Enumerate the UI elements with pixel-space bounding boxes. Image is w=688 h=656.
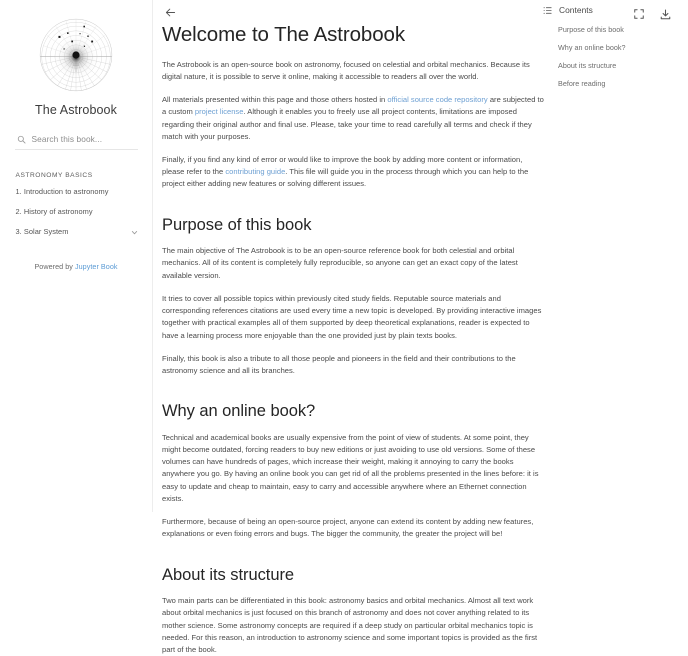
section-paragraph: Two main parts can be differentiated in this book: astronomy basics and orbital mechanics. Almost all text work about orbital mechanics is just focused on this branch of astronomy and does not cover anything related to its mother science. Some astronomy concepts are required if a deep study on particular orbital mechanics topic is needed. For this reason, an introduction to astronomy science and some important topics is provided as the first part of the book. (162, 596, 538, 655)
contributing-text-part-1: Finally, if you find any kind of error or would like to improve the book by adding more content or information, please refer to the (162, 154, 523, 177)
contents-header (542, 5, 684, 15)
sidebar (0, 0, 153, 512)
contributing-text-part-2: . This file will guide you in the process through which you can help to the project either adding new features or solving different issues. (162, 167, 529, 189)
section-title-purpose-of-this-book: Purpose of this book (162, 215, 312, 234)
section-paragraph: Technical and academical books are usually expensive from the point of view of students. At some point, they might become outdated, forcing readers to buy new editions or just avoiding to use old versions. Some of these volumes can have hundreds of pages, which increase their weight, making it annoying to carry the books anywhere you go. By having an online book you can get rid of all the problems presented in the lines before: it is easy to update and cheap to maintain, easy to carry and accessible anywhere where an Ethernet connection exists. (162, 432, 539, 503)
search-box[interactable] (15, 134, 138, 150)
license-text-part-3: . Although it enables you to freely use all project contents, limitations are imposed regarding their original author and final use. Please, take your time to read carefully all terms and check if they match with your purposes. (162, 107, 532, 141)
sidebar-item-label: 2. History of astronomy (15, 207, 93, 217)
sidebar-item-label: 3. Solar System (15, 227, 69, 236)
powered-by-footer (15, 262, 138, 271)
section-paragraph: Finally, this book is also a tribute to all those people and pioneers in the field and their contributions to the astronomy science and all its branches. (162, 353, 516, 375)
section-paragraph: The main objective of The Astrobook is to be an open-source reference book for both celestial and orbital mechanics. All of its content is completely fully reproducible, so anyone can get an exact copy of the latest available version. (162, 246, 518, 280)
license-text-part-2: are subjected to a custom (162, 95, 544, 117)
sidebar-item-solar-system[interactable] (15, 228, 138, 237)
contents-title: Contents (559, 5, 593, 15)
powered-by-prefix: Powered by (34, 261, 75, 271)
star-chart-logo-icon (37, 16, 115, 94)
license-paragraph (162, 94, 545, 143)
main-content-area (153, 0, 688, 655)
contributing-guide-link[interactable]: contributing guide (225, 167, 286, 177)
contributing-paragraph (162, 154, 545, 191)
sidebar-nav (15, 172, 138, 248)
contents-link-about-its-structure[interactable]: About its structure (558, 61, 617, 70)
article-content (153, 0, 545, 656)
license-text-part-1: All materials presented within this page and those others hosted in (162, 95, 388, 105)
list-icon (543, 6, 552, 15)
nav-section-heading: ASTRONOMY BASICS (15, 172, 93, 180)
sidebar-item-label: 1. Introduction to astronomy (15, 187, 109, 197)
jupyter-book-link[interactable]: Jupyter Book (74, 261, 118, 271)
section-title-why-an-online-book: Why an online book? (162, 402, 316, 421)
contents-link-purpose-of-this-book[interactable]: Purpose of this book (558, 25, 624, 34)
sidebar-item-history-of-astronomy[interactable] (15, 208, 138, 217)
section-title-about-its-structure: About its structure (162, 565, 295, 584)
book-title: The Astrobook (35, 103, 117, 117)
section-paragraph: Furthermore, because of being an open-source project, anyone can extend its content by adding new features, explanations or even fixing errors and bugs. The bigger the community, the greater the project will be! (162, 517, 534, 539)
project-license-link[interactable]: project license (194, 107, 244, 117)
official-source-code-repository-link[interactable]: official source code repository (387, 95, 488, 105)
contents-link-before-reading[interactable]: Before reading (558, 79, 606, 88)
search-icon (17, 135, 26, 144)
sidebar-item-introduction-to-astronomy[interactable] (15, 188, 138, 197)
chevron-down-icon[interactable] (131, 229, 138, 236)
contents-panel (542, 5, 684, 97)
intro-paragraph: The Astrobook is an open-source book on astronomy, focused on celestial and orbital mechanics. Because its digital nature, it is possible to serve it online, making it accessible to readers all over the world. (162, 59, 530, 81)
page-title: Welcome to The Astrobook (162, 23, 405, 46)
section-paragraph: It tries to cover all possible topics within previously cited study fields. Reputable source materials and corresponding references citations are used every time a new topic is developed. By providing interactive images together with practical examples all of them supported by deep theoretical explanations, reader is expected to have a learning process more enjoyable than the one provided just by plain texts books. (162, 293, 542, 340)
contents-link-why-an-online-book[interactable]: Why an online book? (558, 43, 626, 52)
search-input[interactable] (32, 134, 136, 144)
